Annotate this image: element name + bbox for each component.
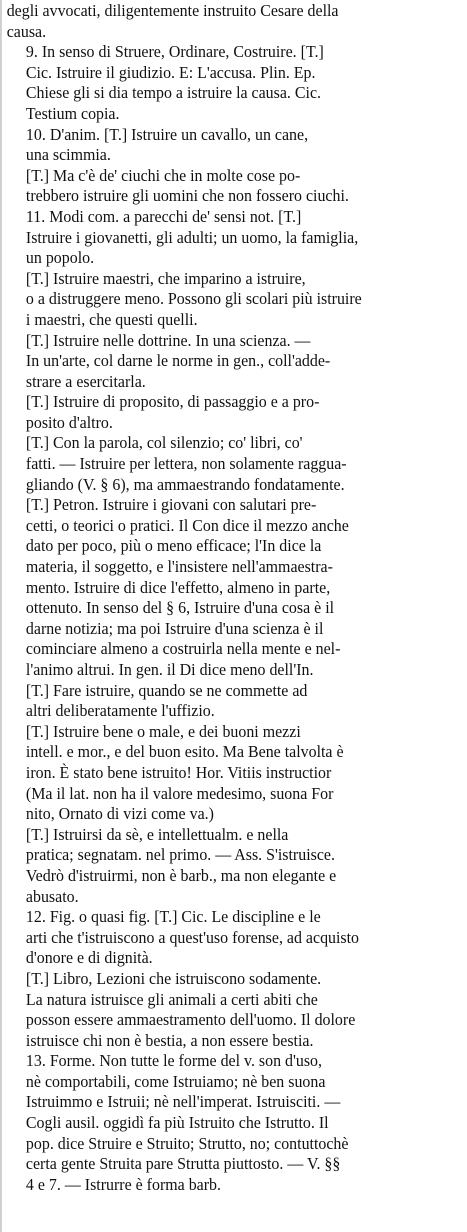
text-line: [T.] Istruire maestri, che imparino a istruire, [25,268,306,288]
sense-10 [7,125,440,166]
text-line: 11. Modi com. a parecchi de' sensi not. [T.] [25,206,302,226]
text-line: Testium copia. [25,103,120,123]
text-line: darne notizia; ma poi Istruire d'una scienza è il [25,618,324,638]
text-line: materia, il soggetto, e l'insistere nell'ammaestra- [25,557,333,577]
text-line: [T.] Istruire di proposito, di passaggio e a pro- [25,392,320,412]
text-line: 4 e 7. — Istrurre è forma barb. [25,1174,221,1194]
text-line: [T.] Istruire nelle dottrine. In una scienza. — [25,330,311,350]
text-line: gliando (V. § 6), ma ammaestrando fondatamente. [25,474,345,494]
text-line: [T.] Petron. Istruire i giovani con salutari pre- [25,495,317,515]
sense-11-parola [7,433,440,495]
text-line: [T.] Libro, Lezioni che istruiscono sodamente. [25,968,322,988]
text-line: [T.] Istruire bene o male, e dei buoni mezzi [25,721,301,741]
sense-12-libro [7,969,440,1051]
sense-9 [7,42,440,124]
sense-11-maestri [7,269,440,331]
sense-11-petron [7,495,440,680]
text-line: abusato. [25,886,79,906]
text-line: [T.] Istruirsi da sè, e intellettualm. e nella [25,824,289,844]
sense-11-fare [7,681,440,722]
text-line: La natura istruisce gli animali a certi abiti che [25,989,318,1009]
text-line: mento. Istruire di dice l'effetto, almeno in parte, [25,577,331,597]
text-line: 10. D'anim. [T.] Istruire un cavallo, un cane, [25,124,309,144]
text-line: iron. È stato bene istruito! Hor. Vitiis instructior [25,762,332,782]
text-line: strare a esercitarla. [25,371,146,391]
text-line: posito d'altro. [25,412,113,432]
text-line: istruisce chi non è bestia, a non essere bestia. [25,1030,314,1050]
text-line: Cic. Istruire il giudizio. E: L'accusa. Plin. Ep. [25,62,316,82]
sense-11-proposito [7,392,440,433]
text-line: ottenuto. In senso del § 6, Istruire d'una cosa è il [25,598,335,618]
text-line: degli avvocati, diligentemente instruito Cesare della [6,1,339,20]
text-line: [T.] Fare istruire, quando se ne commette ad [25,680,308,700]
paragraph-continuation [7,1,440,42]
text-line: nè comportabili, come Istruiamo; nè ben suona [25,1071,326,1091]
sense-11-dottrine [7,331,440,393]
text-line: (Ma il lat. non ha il valore medesimo, suona For [25,783,334,803]
text-line: altri deliberatamente l'uffizio. [25,701,215,721]
text-line: 9. In senso di Struere, Ordinare, Costruire. [T.] [25,42,324,62]
text-line: pratica; segnatam. nel primo. — Ass. S'istruisce. [25,845,335,865]
text-line: cominciare almeno a costruirla nella mente e nel- [25,639,341,659]
text-line: arti che t'istruiscono a quest'uso forense, ad acquisto [25,927,360,947]
text-line: i maestri, che questi quelli. [25,309,198,329]
text-line: pop. dice Struire e Struito; Strutto, no; contuttochè [25,1133,349,1153]
sense-10-example [7,166,440,207]
text-line: 12. Fig. o quasi fig. [T.] Cic. Le discipline e le [25,907,321,927]
sense-11-riflessivo [7,825,440,907]
text-line: un popolo. [25,248,95,268]
text-line: 13. Forme. Non tutte le forme del v. son d'uso, [25,1051,322,1071]
text-line: fatti. — Istruire per lettera, non solamente raggua- [25,454,347,474]
text-line: certa gente Struita pare Strutta piuttosto. — V. §§ [25,1154,341,1174]
text-line: trebbero istruire gli uomini che non fossero ciuchi. [25,186,349,206]
text-line: causa. [6,21,47,41]
text-line: In un'arte, col darne le norme in gen., coll'adde- [25,351,331,371]
sense-13 [7,1051,440,1195]
sense-12 [7,907,440,969]
text-line: Istruire i giovanetti, gli adulti; un uomo, la famiglia, [25,227,359,247]
text-line: d'onore e di dignità. [25,948,153,968]
text-line: Cogli ausil. oggidì fa più Istruito che Istrutto. Il [25,1113,329,1133]
text-line: posson essere ammaestramento dell'uomo. Il dolore [25,1010,356,1030]
text-line: [T.] Ma c'è de' ciuchi che in molte cose po- [25,165,301,185]
text-line: cetti, o teorici o pratici. Il Con dice il mezzo anche [25,515,349,535]
sense-11 [7,207,440,269]
text-line: nito, Ornato di vizi come va.) [25,804,214,824]
text-line: intell. e mor., e del buon esito. Ma Bene talvolta è [25,742,344,762]
text-line: Vedrò d'istruirmi, non è barb., ma non elegante e [25,865,337,885]
text-line: una scimmia. [25,145,111,165]
text-line: o a distruggere meno. Possono gli scolari più istruire [25,289,362,309]
text-line: Chiese gli si dia tempo a istruire la causa. Cic. [25,83,321,103]
text-line: dato per poco, più o meno efficace; l'In dice la [25,536,322,556]
text-line: Istruimmo e Istruii; nè nell'imperat. Istruisciti. — [25,1092,341,1112]
text-line: [T.] Con la parola, col silenzio; co' libri, co' [25,433,303,453]
sense-11-bene [7,722,440,825]
text-line: l'animo altrui. In gen. il Di dice meno dell'In. [25,660,314,679]
